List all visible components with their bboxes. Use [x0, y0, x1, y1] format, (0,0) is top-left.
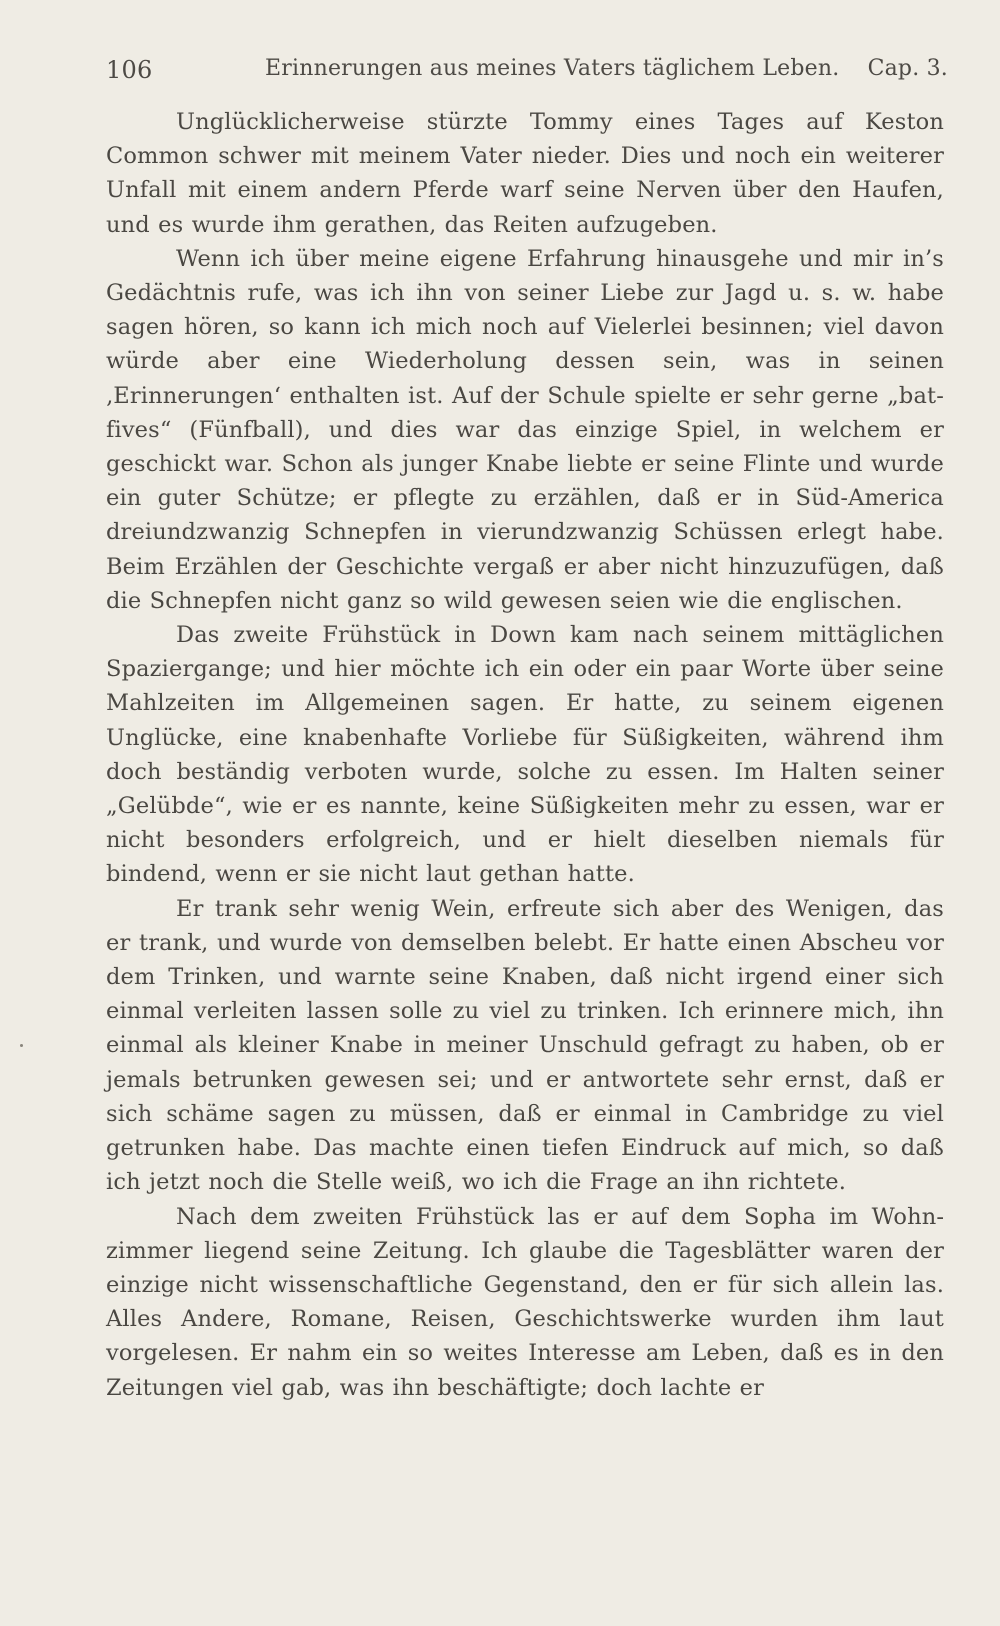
paragraph: Das zweite Frühstück in Down kam nach seinem mittäglichen Spaziergange; und hier möchte ich ein oder ein paar Worte über seine Mahlzeiten im Allgemeinen sagen. Er hatte, zu seinem eigenen Unglücke, eine knabenhafte Vorliebe für Süßigkeiten, während ihm doch beständig verboten wurde, solche zu essen. Im Halten seiner „Gelübde“, wie er es nannte, keine Süßigkeiten mehr zu essen, war er nicht besonders erfolgreich, und er hielt dieselben niemals für bindend, wenn er sie nicht laut gethan hatte. [106, 622, 944, 888]
body-text [106, 105, 944, 1405]
paragraph: Wenn ich über meine eigene Erfahrung hinausgehe und mir in’s Gedächtnis rufe, was ich ihn von seiner Liebe zur Jagd u. s. w. habe sagen hören, so kann ich mich noch auf Vielerlei besinnen; viel davon würde aber eine Wiederholung dessen sein, was in seinen ‚Erinnerungen‘ enthalten ist. Auf der Schule spielte er sehr gerne „bat-fives“ (Fünfball), und dies war das einzige Spiel, in welchem er geschickt war. Schon als junger Knabe liebte er seine Flinte und wurde ein guter Schütze; er pflegte zu erzählen, daß er in Süd-America dreiundzwanzig Schnepfen in vierundzwanzig Schüssen erlegt habe. Beim Erzählen der Geschichte vergaß er aber nicht hinzuzufügen, daß die Schnepfen nicht ganz so wild gewesen seien wie die englischen. [106, 245, 944, 614]
paragraph: Nach dem zweiten Frühstück las er auf dem Sopha im Wohnzimmer liegend seine Zeitung. Ich glaube die Tagesblätter waren der einzige nicht wissenschaftliche Gegenstand, den er für sich allein las. Alles Andere, Romane, Reisen, Geschichtswerke wurden ihm laut vorgelesen. Er nahm ein so weites Interesse am Leben, daß es in den Zeitungen viel gab, was ihn beschäftigte; doch lachte er [106, 1203, 944, 1401]
running-header [106, 52, 948, 92]
chapter-label: Cap. 3. [867, 56, 948, 81]
running-title: Erinnerungen aus meines Vaters täglichem Leben. [265, 56, 840, 81]
paragraph: Unglücklicherweise stürzte Tommy eines Tages auf Keston Common schwer mit meinem Vater nieder. Dies und noch ein weiterer Unfall mit einem andern Pferde warf seine Nerven über den Haufen, und es wurde ihm gerathen, das Reiten aufzugeben. [106, 109, 944, 238]
paper-speck [20, 1044, 23, 1047]
page-number: 106 [106, 56, 153, 84]
paragraph: Er trank sehr wenig Wein, erfreute sich aber des Wenigen, das er trank, und wurde von demselben belebt. Er hatte einen Abscheu vor dem Trinken, und warnte seine Knaben, daß nicht irgend einer sich einmal verleiten lassen solle zu viel zu trinken. Ich erinnere mich, ihn einmal als kleiner Knabe in meiner Unschuld gefragt zu haben, ob er jemals betrunken gewesen sei; und er antwortete sehr ernst, daß er sich schäme sagen zu müssen, daß er einmal in Cambridge zu viel getrunken habe. Das machte einen tiefen Eindruck auf mich, so daß ich jetzt noch die Stelle weiß, wo ich die Frage an ihn richtete. [106, 895, 944, 1196]
